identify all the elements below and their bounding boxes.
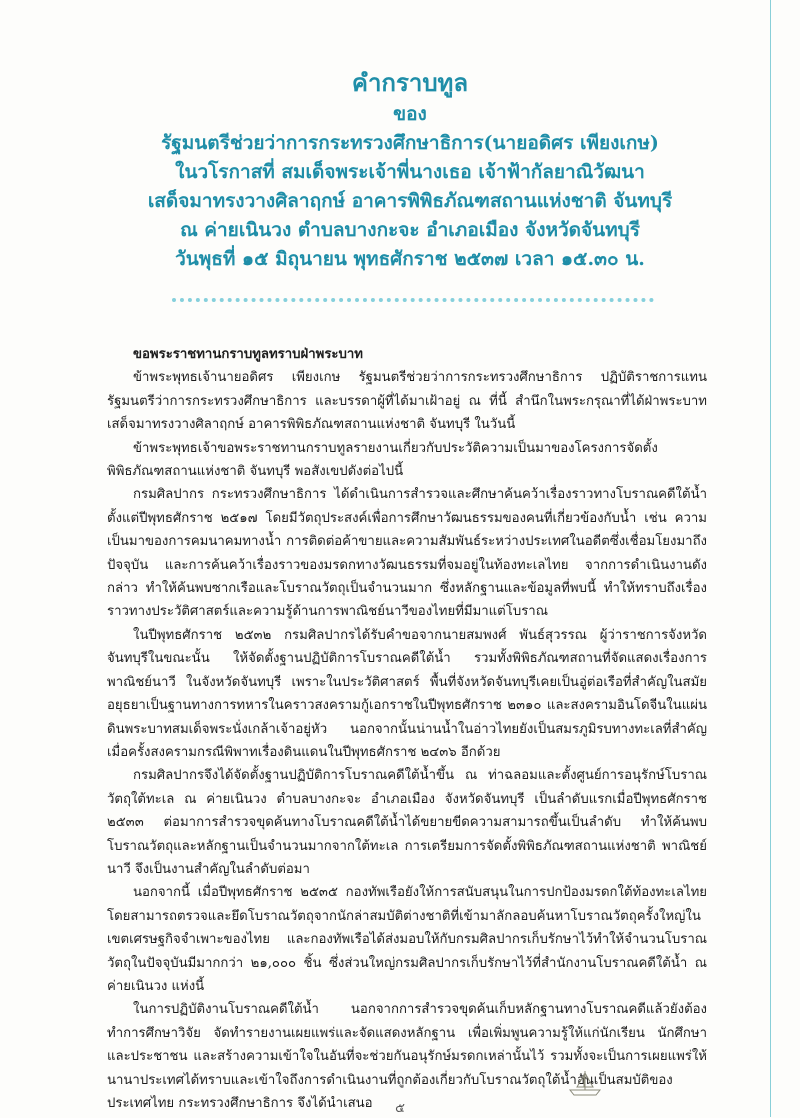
dotted-divider <box>172 298 654 302</box>
body-paragraph: ข้าพระพุทธเจ้าขอพระราชทานกราบทูลรายงานเกี่ยวกับประวัติความเป็นมาของโครงการจัดตั้งพิพิธภัณฑสถานแห่งชาติ จันทบุรี พอสังเขปดังต่อไปนี้ <box>107 440 658 480</box>
body-paragraph: ในการปฏิบัติงานโบราณคดีใต้น้ำ นอกจากการสำรวจขุดค้นเก็บหลักฐานทางโบราณคดีแล้วยังต้องทำการศึกษาวิจัย จัดทำรายงานเผยแพร่และจัดแสดงหลักฐาน เพื่อเพิ่มพูนความรู้ให้แก่นักเรียน นักศึกษา และประชาชน และสร้างความเข้าใจในอันที่จะช่วยกันอนุรักษ์มรดกเหล่านั้นไว้ รวมทั้งจะเป็นการเผยแพร่ให้นานาประเทศได้ทราบและเข้าใจถึงการดำเนินงานที่ถูกต้องเกี่ยวกับโบราณวัตถุใต้น้ำอันเป็นสมบัติของประเทศไทย กระทรวงศึกษาธิการ จึงได้นำเสนอ <box>107 1002 707 1111</box>
heading-line: ณ ค่ายเนินวง ตำบลบางกะจะ อำเภอเมือง จังหวัดจันทบุรี <box>180 219 640 241</box>
body-paragraph: ในปีพุทธศักราช ๒๕๓๒ กรมศิลปากรได้รับคำขอจากนายสมพงศ์ พันธ์สุวรรณ ผู้ว่าราชการจังหวัดจันทบุรีในขณะนั้น ให้จัดตั้งฐานปฏิบัติการโบราณคดีใต้น้ำ รวมทั้งพิพิธภัณฑสถานที่จัดแสดงเรื่องการพาณิชย์นาวี ในจังหวัดจันทบุรี เพราะในประวัติศาสตร์ พื้นที่จังหวัดจันทบุรีเคยเป็นอู่ต่อเรือที่สำคัญในสมัยอยุธยาเป็นฐานทางการทหารในคราวสงครามกู้เอกราชในปีพุทธศักราช ๒๓๑๐ และสงครามอินโดจีนในแผ่นดินพระบาทสมเด็จพระนั่งเกล้าเจ้าอยู่หัว นอกจากนั้นน่านน้ำในอ่าวไทยยังเป็นสมรภูมิรบทางทะเลที่สำคัญเมื่อครั้งสงครามกรณีพิพาทเรื่องดินแดนในปีพุทธศักราช ๒๔๓๖ อีกด้วย <box>107 627 707 760</box>
document-heading <box>100 66 720 274</box>
body-paragraph: ข้าพระพุทธเจ้านายอดิศร เพียงเกษ รัฐมนตรีช่วยว่าการกระทรวงศึกษาธิการ ปฏิบัติราชการแทนรัฐมนตรีว่าการกระทรวงศึกษาธิการ และบรรดาผู้ที่ได้มาเฝ้าอยู่ ณ ที่นี้ สำนึกในพระกรุณาที่ได้ฝ่าพระบาทเสด็จมาทรงวางศิลาฤกษ์ อาคารพิพิธภัณฑสถานแห่งชาติ จันทบุรี ในวันนี้ <box>107 370 707 433</box>
body-paragraph: กรมศิลปากรจึงได้จัดตั้งฐานปฏิบัติการโบราณคดีใต้น้ำขึ้น ณ ท่าฉลอมและตั้งศูนย์การอนุรักษ์โบราณวัตถุใต้ทะเล ณ ค่ายเนินวง ตำบลบางกะจะ อำเภอเมือง จังหวัดจันทบุรี เป็นลำดับแรกเมื่อปีพุทธศักราช ๒๕๓๓ ต่อมาการสำรวจขุดค้นทางโบราณคดีใต้น้ำได้ขยายขีดความสามารถขึ้นเป็นลำดับ ทำให้ค้นพบโบราณวัตถุและหลักฐานเป็นจำนวนมากจากใต้ทะเล การเตรียมการจัดตั้งพิพิธภัณฑสถานแห่งชาติ พาณิชย์นาวี จึงเป็นงานสำคัญในลำดับต่อมา <box>107 768 707 877</box>
body-paragraph: กรมศิลปากร กระทรวงศึกษาธิการ ได้ดำเนินการสำรวจและศึกษาค้นคว้าเรื่องราวทางโบราณคดีใต้น้ำ ตั้งแต่ปีพุทธศักราช ๒๕๑๗ โดยมีวัตถุประสงค์เพื่อการศึกษาวัฒนธรรมของคนที่เกี่ยวข้องกับน้ำ เช่น ความเป็นมาของการคมนาคมทางน้ำ การติดต่อค้าขายและความสัมพันธ์ระหว่างประเทศในอดีตซึ่งเชื่อมโยงมาถึงปัจจุบัน และการค้นคว้าเรื่องราวของมรดกทางวัฒนธรรมที่จมอยู่ในท้องทะเลไทย จากการดำเนินงานดังกล่าว ทำให้ค้นพบซากเรือและโบราณวัตถุเป็นจำนวนมาก ซึ่งหลักฐานและข้อมูลที่พบนี้ ทำให้ทราบถึงเรื่องราวทางประวัติศาสตร์และความรู้ด้านการพาณิชย์นาวีของไทยที่มีมาแต่โบราณ <box>107 487 707 620</box>
heading-line: เสด็จมาทรงวางศิลาฤกษ์ อาคารพิพิธภัณฑสถานแห่งชาติ จันทบุรี <box>147 190 673 212</box>
body-paragraph: นอกจากนี้ เมื่อปีพุทธศักราช ๒๕๓๕ กองทัพเรือยังให้การสนับสนุนในการปกป้องมรดกใต้ท้องทะเลไทยโดยสามารถตรวจและยึดโบราณวัตถุจากนักล่าสมบัติต่างชาติที่เข้ามาลักลอบค้นหาโบราณวัตถุครั้งใหญ่ในเขตเศรษฐกิจจำเพาะของไทย และกองทัพเรือได้ส่งมอบให้กับกรมศิลปากรเก็บรักษาไว้ทำให้จำนวนโบราณวัตถุในปัจจุบันมีมากกว่า ๒๑,๐๐๐ ชิ้น ซึ่งส่วนใหญ่กรมศิลปากรเก็บรักษาไว้ที่สำนักงานโบราณคดีใต้น้ำ ณ ค่ายเนินวง แห่งนี้ <box>107 885 707 994</box>
heading-title: คำกราบทูล <box>351 68 469 97</box>
document-body <box>107 343 707 1115</box>
heading-line: วันพุธที่ ๑๕ มิถุนายน พุทธศักราช ๒๕๓๗ เวลา ๑๕.๓๐ น. <box>175 248 645 270</box>
sailing-ship-icon <box>567 1068 603 1098</box>
salutation: ขอพระราชทานกราบทูลทราบฝ่าพระบาท <box>133 347 363 362</box>
heading-line: รัฐมนตรีช่วยว่าการกระทรวงศึกษาธิการ(นายอดิศร เพียงเกษ) <box>161 132 659 154</box>
heading-line: ในวโรกาสที่ สมเด็จพระเจ้าพี่นางเธอ เจ้าฟ้ากัลยาณิวัฒนา <box>175 161 645 183</box>
margin-rule <box>770 0 771 1117</box>
heading-line: ของ <box>393 103 427 125</box>
page-number: ๕ <box>395 1101 405 1116</box>
